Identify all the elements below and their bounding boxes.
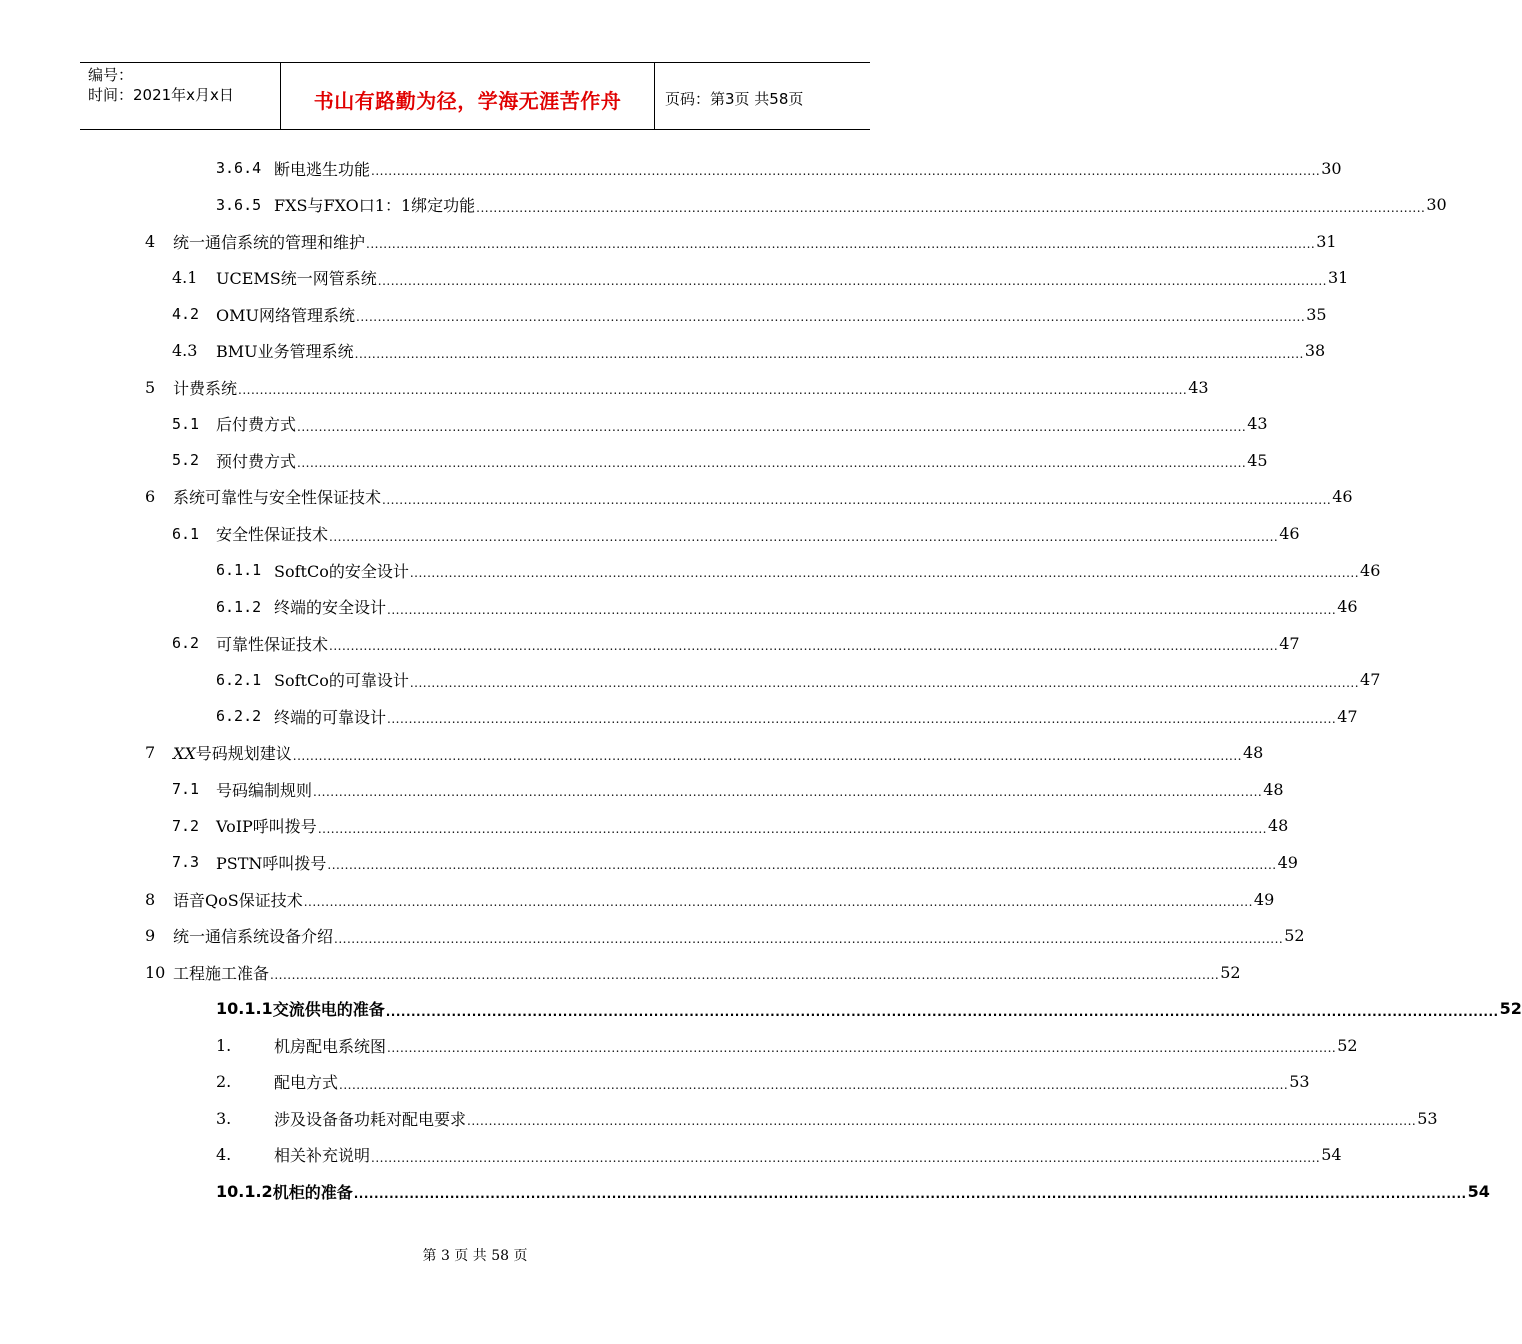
toc-entry[interactable] <box>216 1173 1490 1209</box>
toc-entry[interactable] <box>216 1100 1438 1136</box>
toc-entry-number: 7.2 <box>172 816 200 835</box>
toc-entry-page: 31 <box>1316 231 1337 251</box>
toc-entry[interactable] <box>172 808 1289 844</box>
toc-entry[interactable] <box>172 296 1327 332</box>
toc-entry-page: 47 <box>1279 633 1300 653</box>
toc-entry-page: 48 <box>1263 779 1284 799</box>
toc-entry[interactable] <box>145 223 1337 259</box>
header-page-info: 页码：第3页 共58页 <box>665 89 804 108</box>
toc-leader-dots: ............................................................................................................................................................................................................................ <box>382 492 1332 507</box>
toc-entry-page: 38 <box>1304 341 1326 361</box>
toc-entry[interactable] <box>216 698 1358 734</box>
toc-entry[interactable] <box>216 1027 1358 1063</box>
toc-entry-number: 4.3 <box>172 341 198 361</box>
toc-entry-title: 后付费方式 <box>216 415 297 435</box>
toc-entry-number: 5.2 <box>172 451 200 470</box>
toc-entry-title: 安全性保证技术 <box>216 525 329 544</box>
toc-entry[interactable] <box>172 442 1268 478</box>
toc-entry-number: 6.2.1 <box>216 670 262 689</box>
toc-entry[interactable] <box>145 735 1264 771</box>
toc-entry-title: BMU业务管理系统 <box>216 342 354 362</box>
toc-leader-dots: ............................................................................................................................................................................................................................ <box>385 1004 1499 1019</box>
toc-entry-title: UCEMS统一网管系统 <box>216 269 377 289</box>
toc-leader-dots: ............................................................................................................................................................................................................................ <box>409 675 1360 690</box>
toc-entry-number: 4.2 <box>172 305 200 324</box>
toc-entry-number: 6.1 <box>172 524 200 543</box>
toc-entry-page: 49 <box>1277 852 1298 872</box>
toc-entry-number: 5 <box>145 377 156 397</box>
toc-entry-number: 4.1 <box>172 268 198 288</box>
toc-entry-number: 1. <box>216 1035 232 1055</box>
toc-entry-number: 10.1.2 <box>216 1181 273 1201</box>
toc-entry-page: 52 <box>1499 999 1522 1019</box>
toc-entry-page: 48 <box>1268 816 1289 836</box>
toc-leader-dots: ............................................................................................................................................................................................................................ <box>313 785 1263 800</box>
toc-entry-page: 46 <box>1360 560 1381 580</box>
toc-entry-page: 54 <box>1467 1181 1490 1201</box>
toc-entry-title: 断电逃生功能 <box>274 159 371 179</box>
toc-leader-dots: ............................................................................................................................................................................................................................ <box>353 1187 1467 1202</box>
toc-leader-dots: ............................................................................................................................................................................................................................ <box>327 858 1277 873</box>
toc-entry-title: 语音QoS保证技术 <box>173 890 303 910</box>
toc-leader-dots: ............................................................................................................................................................................................................................ <box>297 419 1247 434</box>
toc-entry-number: 7 <box>145 743 156 763</box>
toc-entry[interactable] <box>172 771 1284 807</box>
toc-entry-title: SoftCo的可靠设计 <box>274 671 409 691</box>
toc-entry-title: 交流供电的准备 <box>272 1000 385 1020</box>
toc-entry[interactable] <box>145 479 1353 515</box>
page-header <box>80 62 870 130</box>
toc-leader-dots: ............................................................................................................................................................................................................................ <box>409 566 1360 581</box>
toc-leader-dots: ............................................................................................................................................................................................................................ <box>329 529 1279 544</box>
toc-leader-dots: ............................................................................................................................................................................................................................ <box>339 1077 1289 1092</box>
toc-leader-dots: ............................................................................................................................................................................................................................ <box>371 164 1321 178</box>
toc-entry-number: 9 <box>145 926 156 946</box>
toc-entry-title: 计费系统 <box>173 378 238 398</box>
toc-entry-page: 43 <box>1247 414 1268 434</box>
toc-entry[interactable] <box>216 150 1342 186</box>
doc-number-label: 编号： <box>88 66 134 84</box>
toc-leader-dots: ............................................................................................................................................................................................................................ <box>317 821 1267 836</box>
toc-entry-page: 43 <box>1188 377 1209 397</box>
toc-entry[interactable] <box>145 881 1275 917</box>
toc-leader-dots: ............................................................................................................................................................................................................................ <box>303 895 1253 909</box>
toc-entry-number: 4 <box>145 231 156 251</box>
doc-date-label: 时间：2021年x月x日 <box>88 86 234 104</box>
toc-entry-title: 机房配电系统图 <box>274 1036 387 1056</box>
header-meta <box>80 63 281 129</box>
toc-entry-number: 5.1 <box>172 414 200 433</box>
toc-entry-title: XX号码规划建议 <box>173 744 292 764</box>
toc-entry-title: SoftCo的安全设计 <box>274 561 409 581</box>
toc-leader-dots: ............................................................................................................................................................................................................................ <box>354 346 1304 361</box>
toc-entry-page: 46 <box>1337 597 1358 617</box>
toc-leader-dots: ............................................................................................................................................................................................................................ <box>467 1114 1417 1129</box>
toc-entry-page: 47 <box>1337 706 1358 726</box>
toc-entry-number: 6.1.1 <box>216 561 262 580</box>
toc-entry[interactable] <box>145 918 1305 954</box>
header-motto: 书山有路勤为径，学海无涯苦作舟 <box>313 88 622 113</box>
toc-leader-dots: ............................................................................................................................................................................................................................ <box>292 748 1242 763</box>
toc-entry-title: FXS与FXO口1：1绑定功能 <box>274 196 476 216</box>
toc-entry-page: 35 <box>1306 304 1327 324</box>
toc-entry[interactable] <box>216 589 1358 625</box>
toc-entry-title: 相关补充说明 <box>274 1146 371 1166</box>
toc-entry-page: 54 <box>1321 1145 1342 1165</box>
toc-entry-title: 号码编制规则 <box>216 780 313 800</box>
toc-entry-title: 机柜的准备 <box>272 1182 353 1202</box>
toc-entry-page: 48 <box>1242 743 1264 763</box>
toc-entry-title: 可靠性保证技术 <box>216 634 329 654</box>
toc-entry[interactable] <box>172 625 1300 661</box>
toc-leader-dots: ............................................................................................................................................................................................................................ <box>387 712 1337 727</box>
toc-entry[interactable] <box>216 662 1381 698</box>
toc-entry-page: 31 <box>1327 268 1349 288</box>
toc-entry-page: 53 <box>1417 1108 1438 1128</box>
toc-entry-title: 统一通信系统的管理和维护 <box>173 232 366 252</box>
toc-entry[interactable] <box>172 333 1326 369</box>
page-footer: 第 3 页 共 58 页 <box>422 1248 528 1264</box>
toc-entry-number: 10.1.1 <box>216 999 273 1019</box>
toc-leader-dots: ............................................................................................................................................................................................................................ <box>329 639 1279 654</box>
toc-entry-number: 6.1.2 <box>216 597 262 616</box>
toc-leader-dots: ............................................................................................................................................................................................................................ <box>387 602 1337 617</box>
toc-entry-page: 52 <box>1337 1035 1358 1055</box>
toc-entry[interactable] <box>172 844 1298 880</box>
toc-leader-dots: ............................................................................................................................................................................................................................ <box>334 931 1284 946</box>
toc-entry[interactable] <box>216 991 1522 1027</box>
toc-leader-dots: ............................................................................................................................................................................................................................ <box>297 456 1247 471</box>
toc-entry[interactable] <box>145 369 1209 405</box>
toc-entry[interactable] <box>216 552 1381 588</box>
toc-entry-page: 52 <box>1220 962 1241 982</box>
toc-leader-dots: ............................................................................................................................................................................................................................ <box>377 273 1327 288</box>
toc-entry-page: 45 <box>1247 450 1268 470</box>
header-motto-cell <box>281 63 655 129</box>
toc-entry-title: 预付费方式 <box>216 451 297 471</box>
toc-entry-number: 6.2 <box>172 634 200 653</box>
toc-leader-dots: ............................................................................................................................................................................................................................ <box>366 237 1316 252</box>
toc-entry-title: VoIP呼叫拨号 <box>216 817 317 837</box>
toc-entry-number: 6 <box>145 487 156 507</box>
toc-leader-dots: ............................................................................................................................................................................................................................ <box>238 383 1188 398</box>
toc-leader-dots: ............................................................................................................................................................................................................................ <box>387 1041 1337 1056</box>
toc-entry-title: 终端的可靠设计 <box>274 707 387 727</box>
toc-entry[interactable] <box>216 187 1447 223</box>
toc-entry-title: PSTN呼叫拨号 <box>216 853 327 873</box>
toc-entry[interactable] <box>216 1137 1342 1173</box>
toc-entry-number: 3. <box>216 1108 232 1128</box>
toc-leader-dots: ............................................................................................................................................................................................................................ <box>476 200 1426 215</box>
toc-entry-title: 统一通信系统设备介绍 <box>173 927 334 947</box>
toc-entry-page: 52 <box>1284 926 1305 946</box>
toc-entry-number: 3.6.4 <box>216 159 262 177</box>
toc-leader-dots: ............................................................................................................................................................................................................................ <box>371 1150 1321 1165</box>
toc-entry-number: 8 <box>145 889 156 909</box>
toc-entry-number: 4. <box>216 1145 232 1165</box>
toc-leader-dots: ............................................................................................................................................................................................................................ <box>270 968 1220 983</box>
toc-entry-title: 终端的安全设计 <box>274 598 387 618</box>
toc-entry-page: 30 <box>1321 158 1342 178</box>
toc-entry-number: 7.1 <box>172 780 200 799</box>
toc-entry-number: 2. <box>216 1072 232 1092</box>
toc-entry-page: 47 <box>1360 670 1381 690</box>
toc-entry[interactable] <box>145 954 1241 990</box>
toc-entry-page: 53 <box>1289 1072 1310 1092</box>
toc-entry[interactable] <box>216 1064 1310 1100</box>
toc-entry[interactable] <box>172 516 1300 552</box>
toc-leader-dots: ............................................................................................................................................................................................................................ <box>356 310 1306 325</box>
toc-entry-title: OMU网络管理系统 <box>216 305 355 325</box>
toc-entry-number: 6.2.2 <box>216 707 262 726</box>
toc-entry[interactable] <box>172 260 1349 296</box>
toc-entry-title: 工程施工准备 <box>173 963 270 983</box>
toc-entry-title: 系统可靠性与安全性保证技术 <box>173 488 382 508</box>
toc-entry-title: 配电方式 <box>274 1073 339 1093</box>
toc-entry-page: 49 <box>1253 889 1275 909</box>
toc-entry-number: 7.3 <box>172 853 200 872</box>
toc-entry-page: 30 <box>1426 195 1447 215</box>
toc-entry-number: 10 <box>145 962 166 982</box>
toc-entry-number: 3.6.5 <box>216 195 262 214</box>
toc-entry-title: 涉及设备备功耗对配电要求 <box>274 1109 467 1129</box>
toc-entry-page: 46 <box>1332 487 1353 507</box>
toc-entry-page: 46 <box>1279 524 1300 543</box>
toc-entry[interactable] <box>172 406 1268 442</box>
